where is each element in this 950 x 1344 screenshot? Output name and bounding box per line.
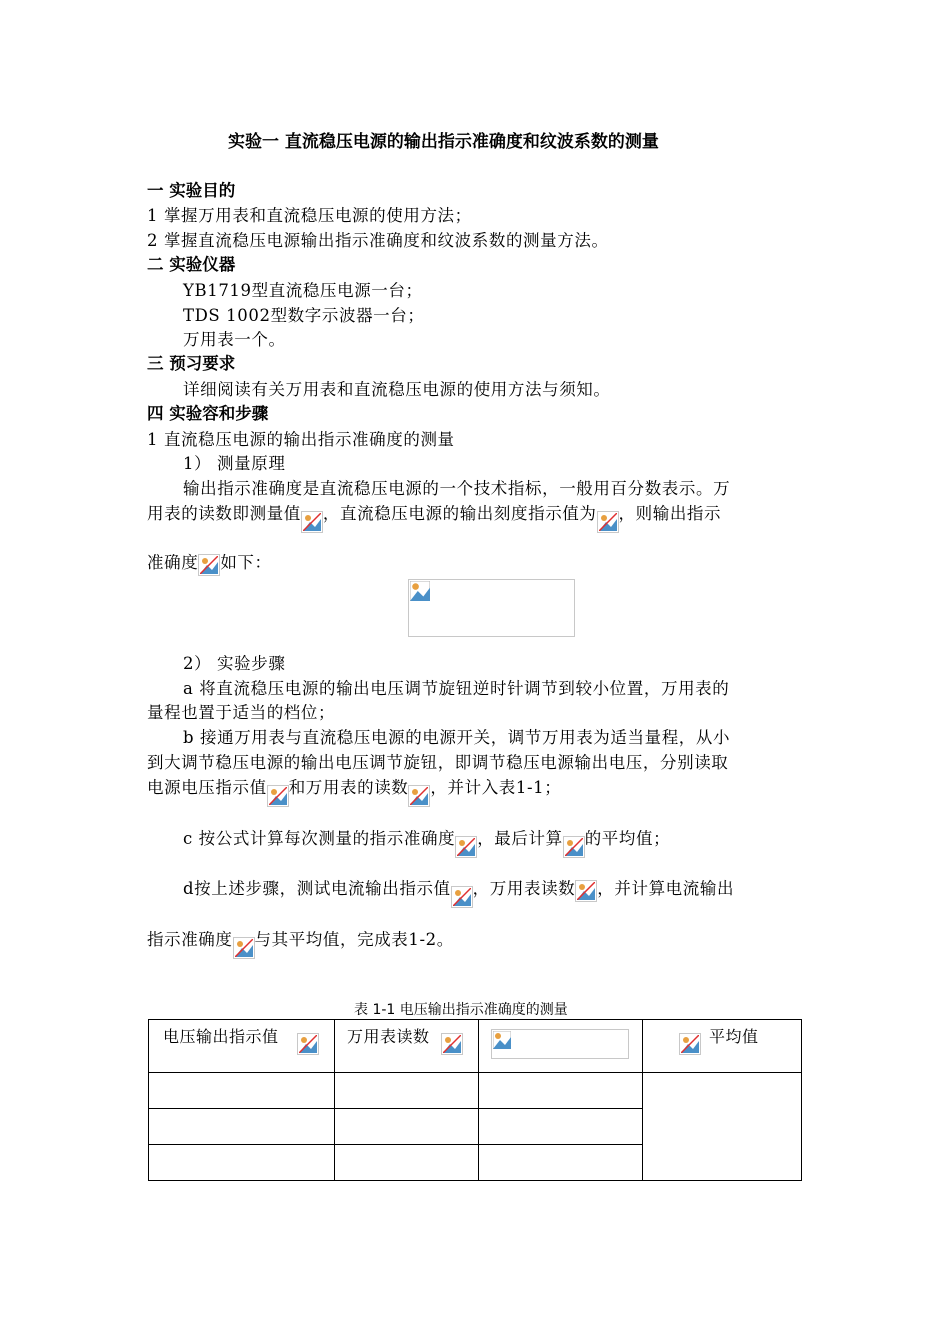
broken-image-icon xyxy=(408,785,430,807)
broken-image-icon xyxy=(575,880,597,902)
broken-image-icon xyxy=(233,937,255,959)
broken-image-icon xyxy=(297,1033,319,1055)
broken-image-icon xyxy=(492,1030,514,1052)
text-span: ，万用表读数 xyxy=(472,879,576,898)
text-line xyxy=(147,774,561,807)
broken-image-icon xyxy=(441,1033,463,1055)
broken-image-icon xyxy=(267,785,289,807)
text-span: 指示准确度 xyxy=(147,930,233,949)
text-span: 与其平均值，完成表1-2。 xyxy=(254,930,454,949)
table-cell xyxy=(335,1073,479,1109)
text-span: 的平均值； xyxy=(584,829,671,848)
text-line xyxy=(183,875,734,908)
header-label: 电压输出指示值 xyxy=(163,1027,279,1046)
section-heading: 一 实验目的 xyxy=(147,181,236,200)
section-heading: 二 实验仪器 xyxy=(147,255,236,274)
page-title: 实验一 直流稳压电源的输出指示准确度和纹波系数的测量 xyxy=(228,132,659,152)
broken-image-icon xyxy=(451,886,473,908)
text-span: ，最后计算 xyxy=(477,829,563,848)
broken-image-icon xyxy=(679,1033,701,1055)
text-span: c 按公式计算每次测量的指示准确度 xyxy=(183,829,456,848)
measurement-table xyxy=(148,1019,802,1181)
text-line: YB1719型直流稳压电源一台； xyxy=(183,281,423,300)
text-line: b 接通万用表与直流稳压电源的电源开关，调节万用表为适当量程，从小 xyxy=(183,728,731,747)
broken-image-icon xyxy=(198,554,220,576)
table-row xyxy=(149,1073,802,1109)
broken-image-icon xyxy=(455,836,477,858)
section-heading: 四 实验容和步骤 xyxy=(147,404,269,423)
table-cell xyxy=(335,1109,479,1145)
text-line: 1 直流稳压电源的输出指示准确度的测量 xyxy=(147,430,455,449)
text-span: ，并计算电流输出 xyxy=(597,879,735,898)
formula-image xyxy=(408,579,575,637)
table-caption: 表 1-1 电压输出指示准确度的测量 xyxy=(354,1002,568,1018)
table-cell xyxy=(479,1145,643,1181)
text-line: 1） 测量原理 xyxy=(183,454,286,473)
table-cell xyxy=(479,1073,643,1109)
table-cell xyxy=(149,1109,335,1145)
table-header-cell xyxy=(149,1020,335,1073)
table-header-cell xyxy=(643,1020,802,1073)
header-label: 平均值 xyxy=(709,1027,759,1046)
table-cell xyxy=(479,1109,643,1145)
text-line: 量程也置于适当的档位； xyxy=(147,703,336,722)
text-line xyxy=(147,926,454,959)
text-span: 用表的读数即测量值 xyxy=(147,504,301,523)
broken-image-icon xyxy=(563,836,585,858)
text-span: ，则输出指示 xyxy=(618,504,722,523)
text-line: 输出指示准确度是直流稳压电源的一个技术指标，一般用百分数表示。万 xyxy=(183,479,731,498)
text-span: 和万用表的读数 xyxy=(288,778,409,797)
table-cell xyxy=(335,1145,479,1181)
broken-image-icon xyxy=(301,511,323,533)
header-label: 万用表读数 xyxy=(347,1027,430,1046)
text-line: 2） 实验步骤 xyxy=(183,654,286,673)
table-header-row xyxy=(149,1020,802,1073)
text-line: 2 掌握直流稳压电源输出指示准确度和纹波系数的测量方法。 xyxy=(147,231,609,250)
text-line: TDS 1002型数字示波器一台； xyxy=(183,306,425,325)
text-line: 到大调节稳压电源的输出电压调节旋钮，即调节稳压电源输出电压，分别读取 xyxy=(147,753,729,772)
broken-image-icon xyxy=(597,511,619,533)
broken-image-icon xyxy=(409,580,431,602)
text-line: a 将直流稳压电源的输出电压调节旋钮逆时针调节到较小位置，万用表的 xyxy=(183,679,730,698)
formula-image xyxy=(491,1029,629,1059)
text-span: 电源电压指示值 xyxy=(147,778,267,797)
text-line: 万用表一个。 xyxy=(183,330,286,349)
text-line: 详细阅读有关万用表和直流稳压电源的使用方法与须知。 xyxy=(183,380,611,399)
text-line: 1 掌握万用表和直流稳压电源的使用方法； xyxy=(147,206,472,225)
text-span: 准确度 xyxy=(147,553,199,572)
table-cell xyxy=(149,1145,335,1181)
text-line xyxy=(183,825,670,858)
table-header-cell xyxy=(335,1020,479,1073)
table-cell-average xyxy=(643,1073,802,1181)
text-span: d按上述步骤，测试电流输出指示值 xyxy=(183,879,451,898)
text-line xyxy=(147,500,721,533)
text-line xyxy=(147,549,272,576)
text-span: ，直流稳压电源的输出刻度指示值为 xyxy=(322,504,597,523)
text-span: 如下： xyxy=(220,553,272,572)
section-heading: 三 预习要求 xyxy=(147,354,236,373)
table-header-cell xyxy=(479,1020,643,1073)
table-cell xyxy=(149,1073,335,1109)
text-span: ，并计入表1-1； xyxy=(430,778,562,797)
